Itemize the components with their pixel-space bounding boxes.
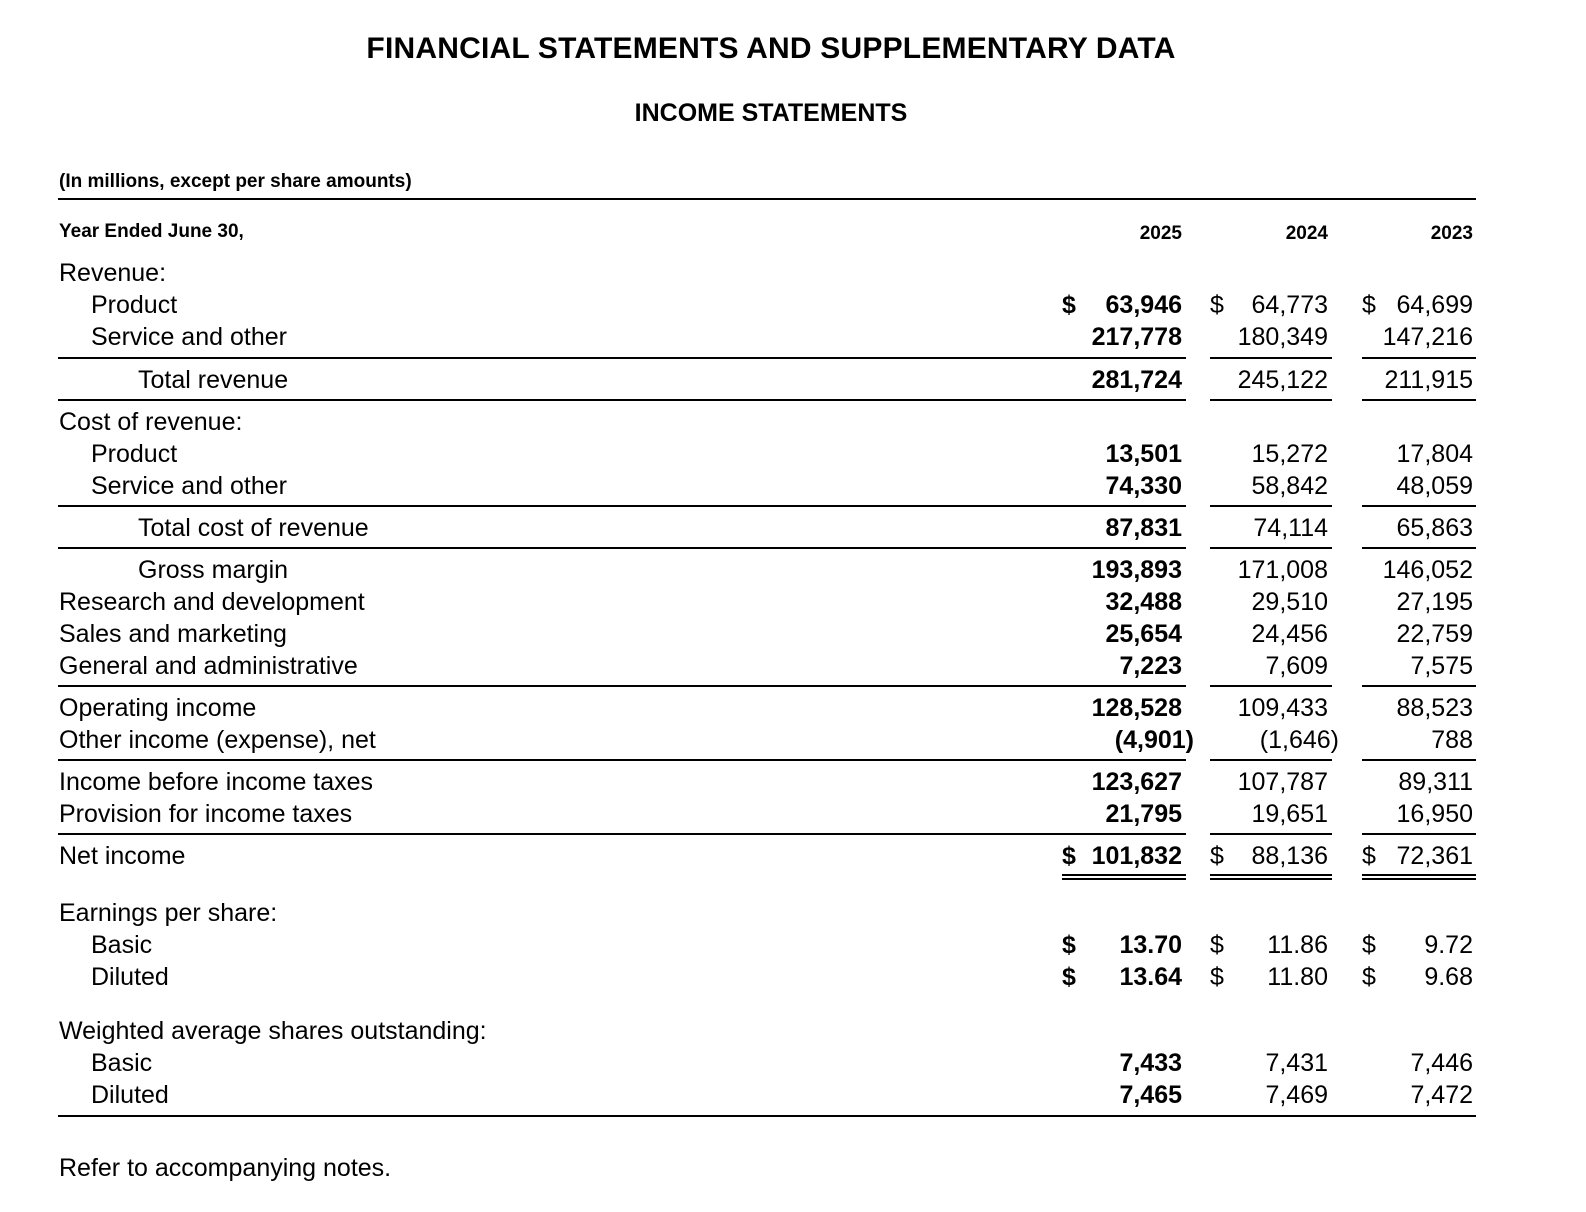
row-label: Product xyxy=(91,291,178,319)
row-income-tax-provision xyxy=(0,800,1586,832)
value-2025: 13,501 xyxy=(1105,440,1182,468)
row-sales-marketing xyxy=(0,620,1586,652)
currency-symbol: $ xyxy=(1062,963,1076,991)
value-2025: (4,901) xyxy=(1114,726,1194,754)
value-2024: 58,842 xyxy=(1251,472,1328,500)
footnote: Refer to accompanying notes. xyxy=(59,1154,392,1182)
subtotal-rule xyxy=(1362,505,1476,507)
row-income-before-taxes xyxy=(0,768,1586,800)
value-2023: 27,195 xyxy=(1396,588,1473,616)
row-label: Total revenue xyxy=(138,366,289,394)
year-2024-header: 2024 xyxy=(1285,223,1328,244)
row-label: Income before income taxes xyxy=(59,768,374,796)
double-underline xyxy=(1362,874,1476,880)
value-2023: 7,472 xyxy=(1410,1081,1473,1109)
row-operating-income xyxy=(0,694,1586,726)
total-rule xyxy=(1362,399,1476,401)
currency-symbol: $ xyxy=(1362,842,1376,870)
value-2023: 211,915 xyxy=(1384,366,1473,394)
row-label: Weighted average shares outstanding: xyxy=(59,1017,487,1045)
row-label: Basic xyxy=(91,931,153,959)
row-eps-header xyxy=(0,899,1586,931)
currency-symbol: $ xyxy=(1062,931,1076,959)
subtotal-rule xyxy=(1362,833,1476,835)
row-gross-margin xyxy=(0,556,1586,588)
value-2023: 16,950 xyxy=(1396,800,1473,828)
value-2025: 123,627 xyxy=(1091,768,1182,796)
value-2023: 88,523 xyxy=(1396,694,1473,722)
value-2023: 7,575 xyxy=(1410,652,1473,680)
value-2023: 89,311 xyxy=(1398,768,1473,796)
row-label: Earnings per share: xyxy=(59,899,278,927)
value-2023: 48,059 xyxy=(1396,472,1473,500)
value-2023: 65,863 xyxy=(1396,514,1473,542)
value-2024: 15,272 xyxy=(1251,440,1328,468)
row-total-cost xyxy=(0,514,1586,546)
row-other-income xyxy=(0,726,1586,758)
subtotal-rule xyxy=(1210,833,1332,835)
subtotal-rule xyxy=(1210,505,1332,507)
row-net-income xyxy=(0,842,1586,874)
currency-symbol: $ xyxy=(1062,291,1076,319)
total-rule xyxy=(1210,399,1332,401)
value-2023: 64,699 xyxy=(1396,291,1473,319)
value-2024: 7,469 xyxy=(1265,1081,1328,1109)
row-shares-basic xyxy=(0,1049,1586,1081)
currency-symbol: $ xyxy=(1210,963,1224,991)
row-label: Other income (expense), net xyxy=(59,726,376,754)
period-label: Year Ended June 30, xyxy=(59,221,244,242)
value-2025: 13.70 xyxy=(1119,931,1182,959)
value-2024: 171,008 xyxy=(1237,556,1328,584)
value-2024: 11.86 xyxy=(1267,931,1328,959)
value-2023: 788 xyxy=(1431,726,1473,754)
row-research-development xyxy=(0,588,1586,620)
row-eps-basic xyxy=(0,931,1586,963)
value-2023: 147,216 xyxy=(1382,323,1473,351)
row-label: Diluted xyxy=(91,1081,169,1109)
value-2025: 74,330 xyxy=(1105,472,1182,500)
value-2024: 7,609 xyxy=(1265,652,1328,680)
statement-title: INCOME STATEMENTS xyxy=(634,99,908,127)
value-2025: 32,488 xyxy=(1105,588,1182,616)
value-2025: 7,433 xyxy=(1119,1049,1182,1077)
currency-symbol: $ xyxy=(1362,291,1376,319)
row-label: Operating income xyxy=(59,694,257,722)
row-label: Total cost of revenue xyxy=(138,514,369,542)
value-2024: 64,773 xyxy=(1251,291,1328,319)
subtotal-rule xyxy=(58,833,1186,835)
value-2024: 29,510 xyxy=(1251,588,1328,616)
row-cost-service xyxy=(0,472,1586,504)
row-cost-header xyxy=(0,408,1586,440)
value-2024: 24,456 xyxy=(1251,620,1328,648)
row-label: Basic xyxy=(91,1049,153,1077)
currency-symbol: $ xyxy=(1062,842,1076,870)
currency-symbol: $ xyxy=(1210,931,1224,959)
value-2023: 9.72 xyxy=(1424,931,1473,959)
value-2023: 9.68 xyxy=(1424,963,1473,991)
row-label: General and administrative xyxy=(59,652,358,680)
row-shares-diluted xyxy=(0,1081,1586,1113)
value-2024: 88,136 xyxy=(1251,842,1328,870)
currency-symbol: $ xyxy=(1210,291,1224,319)
row-label: Net income xyxy=(59,842,186,870)
value-2024: 107,787 xyxy=(1237,768,1328,796)
double-underline xyxy=(1062,874,1186,880)
total-rule xyxy=(1362,547,1476,549)
double-underline xyxy=(1210,874,1332,880)
value-2024: 7,431 xyxy=(1265,1049,1328,1077)
document-title: FINANCIAL STATEMENTS AND SUPPLEMENTARY DATA xyxy=(366,32,1176,65)
row-eps-diluted xyxy=(0,963,1586,995)
value-2025: 21,795 xyxy=(1105,800,1182,828)
row-revenue-product xyxy=(0,291,1586,323)
total-rule xyxy=(58,547,1186,549)
subtotal-rule xyxy=(1210,759,1332,761)
row-shares-header xyxy=(0,1017,1586,1049)
value-2025: 128,528 xyxy=(1091,694,1182,722)
value-2025: 281,724 xyxy=(1091,366,1182,394)
value-2024: (1,646) xyxy=(1259,726,1339,754)
row-label: Gross margin xyxy=(138,556,289,584)
value-2023: 17,804 xyxy=(1396,440,1473,468)
row-label: Product xyxy=(91,440,178,468)
total-rule xyxy=(58,399,1186,401)
subtotal-rule xyxy=(58,357,1186,359)
subtotal-rule xyxy=(58,505,1186,507)
value-2025: 7,465 xyxy=(1119,1081,1182,1109)
value-2024: 74,114 xyxy=(1253,514,1328,542)
subtotal-rule xyxy=(1362,357,1476,359)
subtotal-rule xyxy=(1210,357,1332,359)
value-2024: 245,122 xyxy=(1237,366,1328,394)
row-label: Diluted xyxy=(91,963,169,991)
value-2023: 22,759 xyxy=(1396,620,1473,648)
value-2024: 11.80 xyxy=(1267,963,1328,991)
units-note: (In millions, except per share amounts) xyxy=(59,171,412,192)
row-revenue-header xyxy=(0,259,1586,291)
value-2025: 101,832 xyxy=(1091,842,1182,870)
value-2024: 19,651 xyxy=(1251,800,1328,828)
subtotal-rule xyxy=(1210,685,1332,687)
row-total-revenue xyxy=(0,366,1586,398)
value-2025: 87,831 xyxy=(1105,514,1182,542)
row-label: Service and other xyxy=(91,472,287,500)
value-2024: 180,349 xyxy=(1237,323,1328,351)
currency-symbol: $ xyxy=(1210,842,1224,870)
value-2025: 63,946 xyxy=(1105,291,1182,319)
row-label: Provision for income taxes xyxy=(59,800,353,828)
row-general-administrative xyxy=(0,652,1586,684)
value-2025: 25,654 xyxy=(1105,620,1182,648)
row-label: Revenue: xyxy=(59,259,167,287)
value-2025: 193,893 xyxy=(1091,556,1182,584)
row-label: Research and development xyxy=(59,588,365,616)
subtotal-rule xyxy=(58,759,1186,761)
year-2023-header: 2023 xyxy=(1430,223,1473,244)
row-label: Sales and marketing xyxy=(59,620,287,648)
value-2025: 217,778 xyxy=(1091,323,1182,351)
value-2023: 146,052 xyxy=(1382,556,1473,584)
row-label: Cost of revenue: xyxy=(59,408,243,436)
row-cost-product xyxy=(0,440,1586,472)
value-2023: 72,361 xyxy=(1396,842,1473,870)
subtotal-rule xyxy=(1362,685,1476,687)
value-2025: 7,223 xyxy=(1119,652,1182,680)
currency-symbol: $ xyxy=(1362,931,1376,959)
subtotal-rule xyxy=(58,685,1186,687)
currency-symbol: $ xyxy=(1362,963,1376,991)
year-2025-header: 2025 xyxy=(1139,223,1182,244)
value-2025: 13.64 xyxy=(1119,963,1182,991)
total-rule xyxy=(1210,547,1332,549)
value-2024: 109,433 xyxy=(1237,694,1328,722)
subtotal-rule xyxy=(1362,759,1476,761)
row-revenue-service xyxy=(0,323,1586,355)
table-bottom-rule xyxy=(58,1115,1476,1117)
row-label: Service and other xyxy=(91,323,287,351)
value-2023: 7,446 xyxy=(1410,1049,1473,1077)
header-rule xyxy=(58,198,1476,200)
